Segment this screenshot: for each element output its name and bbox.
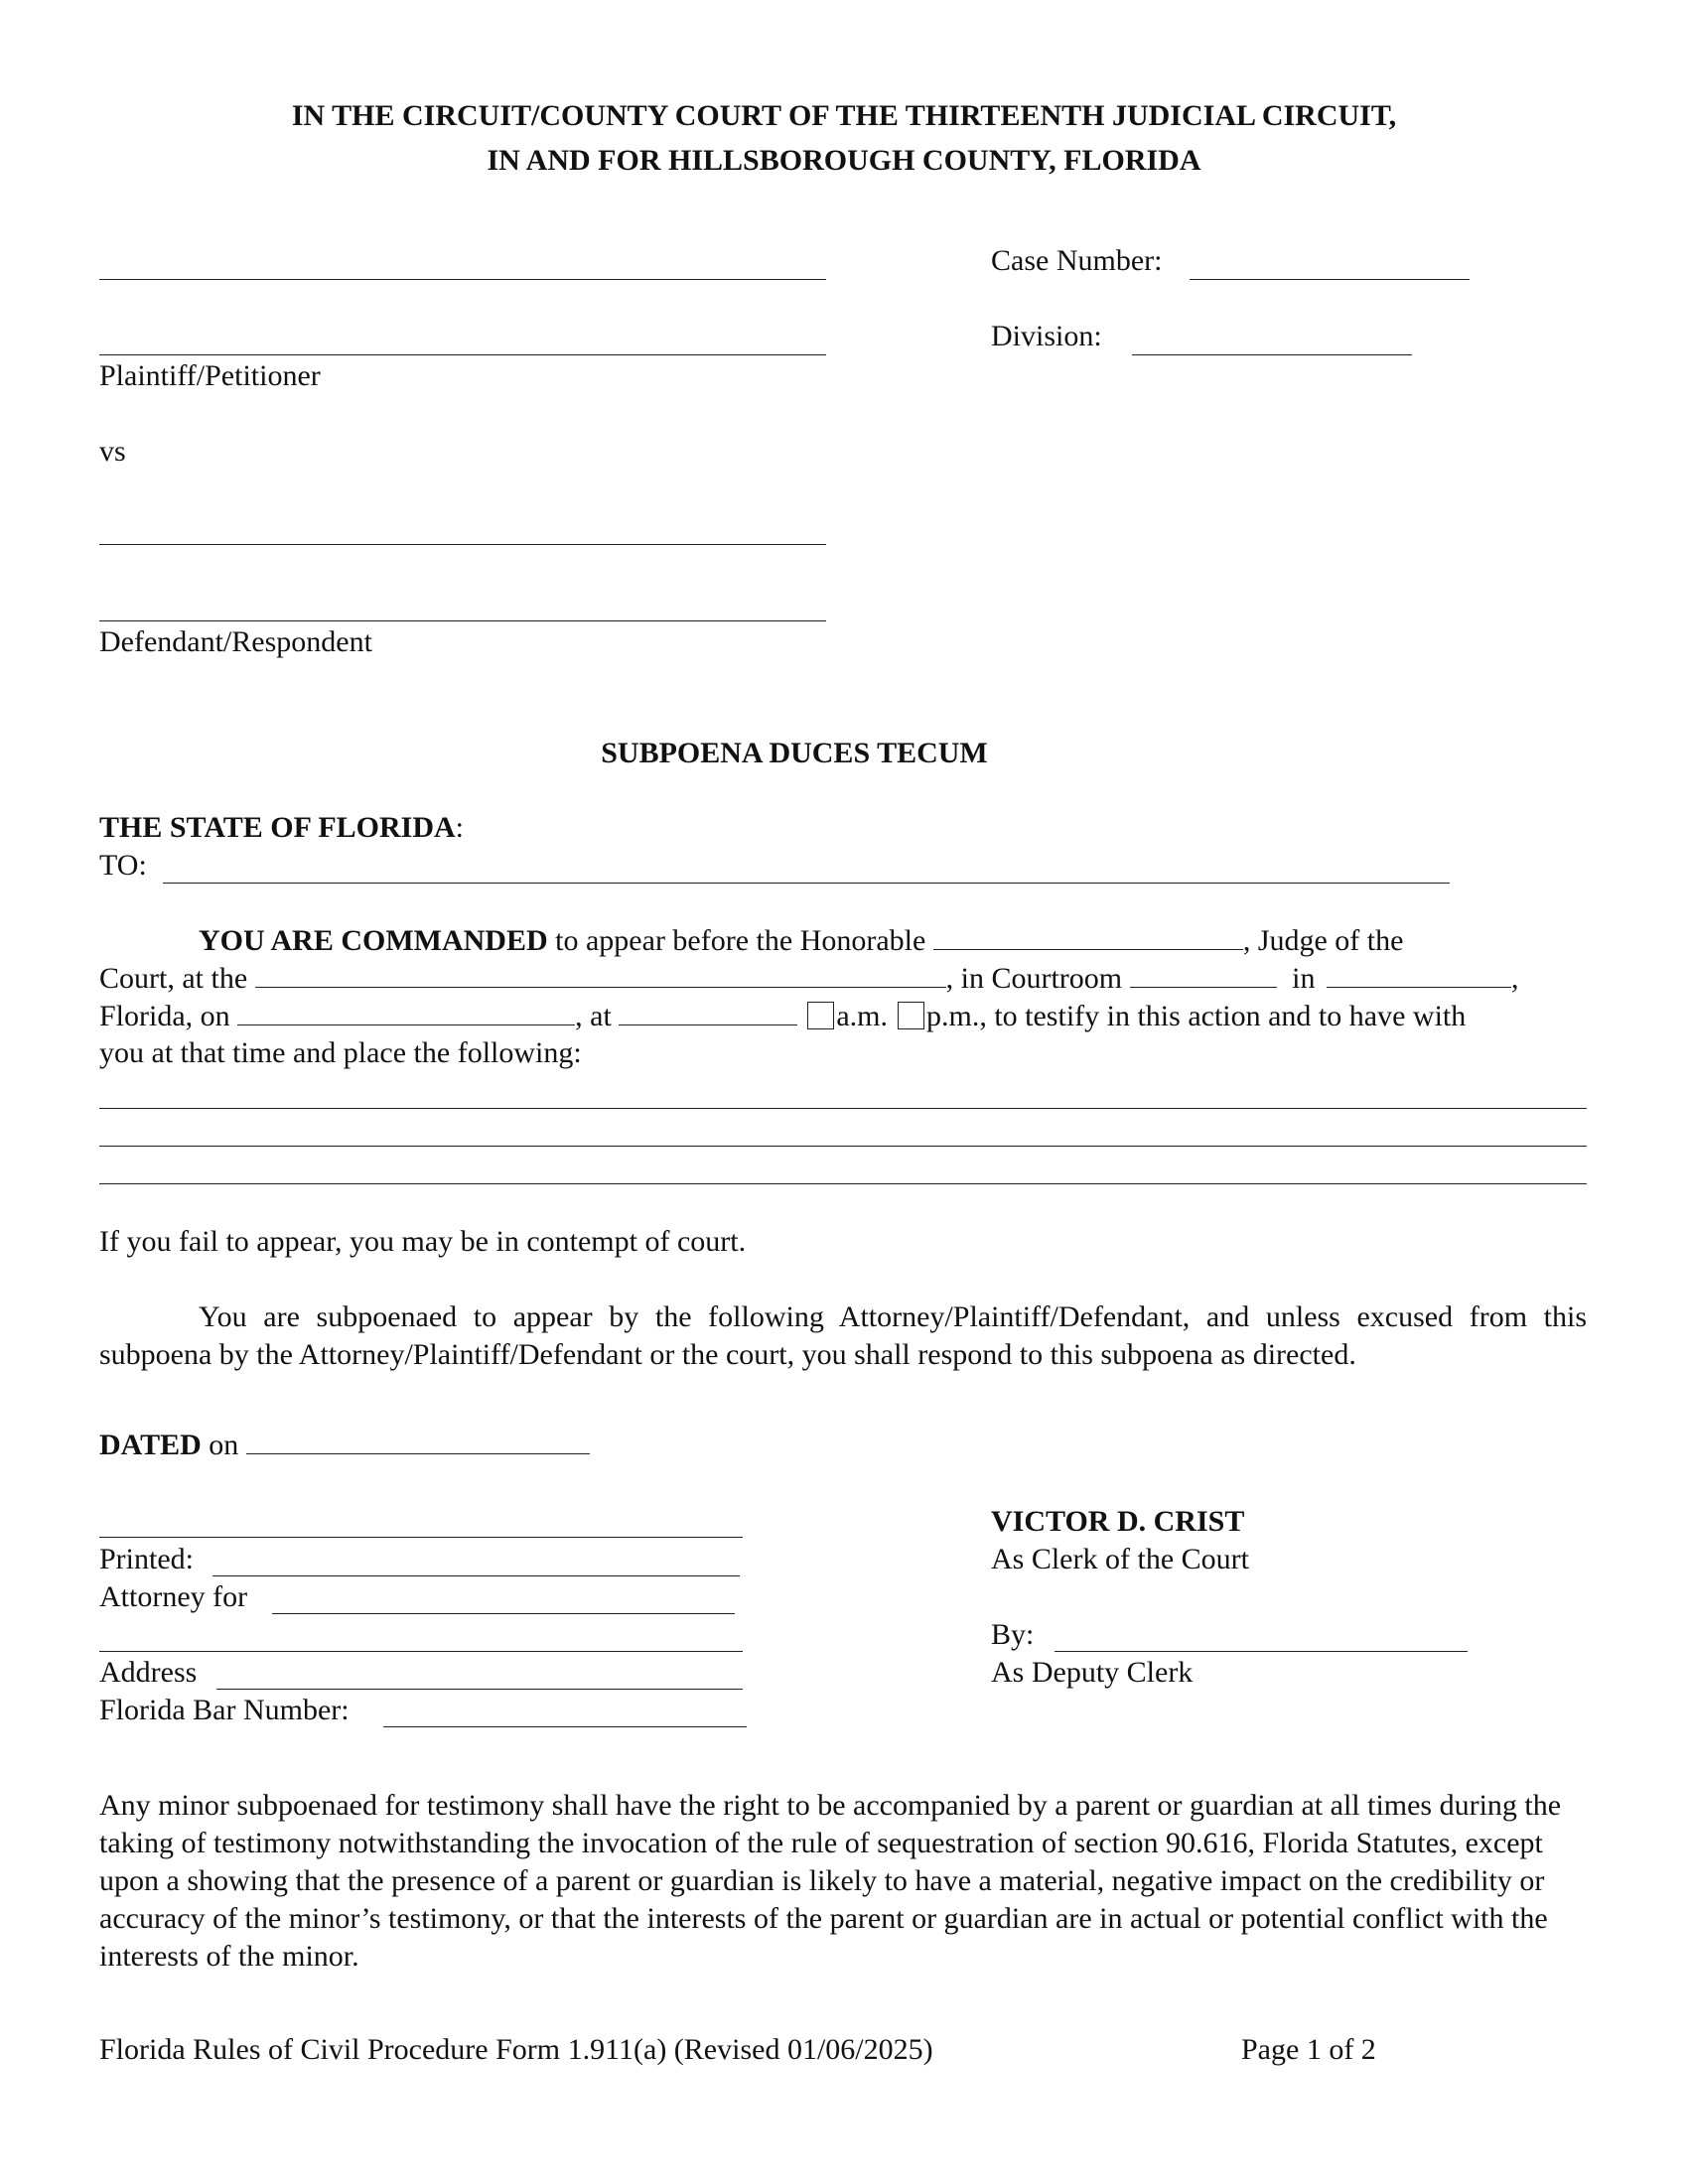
- state-colon: :: [455, 811, 465, 844]
- court-location-field[interactable]: [255, 959, 946, 988]
- command-text-1: to appear before the Honorable: [547, 924, 933, 957]
- command-text-2: , Judge of the: [1242, 924, 1404, 957]
- vs-label: vs: [99, 435, 126, 468]
- footer-form-reference: Florida Rules of Civil Procedure Form 1.911(a) (Revised 01/06/2025): [99, 2033, 933, 2066]
- date-field[interactable]: [237, 997, 575, 1025]
- command-text-8: , at: [575, 1000, 620, 1032]
- subpoenaed-paragraph: You are subpoenaed to appear by the following Attorney/Plaintiff/Defendant, and unless excused from this subpoena by the Attorney/Plaintiff/Defendant or the court, you shall respond to this subpoena as directed.: [99, 1300, 1587, 1371]
- state-of-florida-line: [99, 809, 464, 847]
- contempt-warning: If you fail to appear, you may be in contempt of court.: [99, 1225, 747, 1258]
- pm-label: p.m., to testify in this action and to have with: [925, 1000, 1467, 1032]
- court-header-line-2: IN AND FOR HILLSBOROUGH COUNTY, FLORIDA: [487, 144, 1201, 177]
- attorney-for-label: Attorney for: [99, 1580, 248, 1613]
- command-line-1: [199, 921, 1403, 960]
- case-number-field[interactable]: [1190, 279, 1470, 280]
- to-recipient-field[interactable]: [163, 883, 1450, 884]
- command-text-4: , in Courtroom: [945, 962, 1130, 995]
- am-label: a.m.: [836, 1000, 888, 1032]
- command-text-7: Florida, on: [99, 1000, 238, 1032]
- state-label: THE STATE OF FLORIDA: [99, 811, 456, 844]
- command-text-6: ,: [1510, 962, 1519, 995]
- court-header-line-1: IN THE CIRCUIT/COUNTY COURT OF THE THIRTEENTH JUDICIAL CIRCUIT,: [291, 99, 1397, 132]
- items-line-2[interactable]: [99, 1146, 1587, 1147]
- division-label: Division:: [991, 320, 1102, 352]
- defendant-line-1[interactable]: [99, 544, 826, 545]
- dated-field[interactable]: [246, 1426, 590, 1454]
- dated-line: [99, 1426, 590, 1464]
- plaintiff-line-2[interactable]: [99, 354, 826, 355]
- commanded-bold: YOU ARE COMMANDED: [199, 924, 548, 957]
- defendant-line-2[interactable]: [99, 620, 826, 621]
- clerk-title: As Clerk of the Court: [991, 1543, 1249, 1575]
- by-label: By:: [991, 1618, 1035, 1651]
- dated-bold: DATED: [99, 1429, 202, 1461]
- items-line-1[interactable]: [99, 1108, 1587, 1109]
- command-line-2: [99, 959, 1518, 998]
- dated-on: on: [201, 1429, 246, 1461]
- plaintiff-label: Plaintiff/Petitioner: [99, 359, 321, 392]
- defendant-label: Defendant/Respondent: [99, 625, 372, 658]
- bar-number-label: Florida Bar Number:: [99, 1694, 350, 1726]
- items-line-3[interactable]: [99, 1183, 1587, 1184]
- case-number-label: Case Number:: [991, 244, 1163, 277]
- bar-number-field[interactable]: [383, 1726, 747, 1727]
- command-text-3: Court, at the: [99, 962, 255, 995]
- command-line-3: [99, 997, 1466, 1035]
- command-text-5: in: [1284, 962, 1323, 995]
- printed-name-field[interactable]: [212, 1575, 740, 1576]
- attorney-for-field[interactable]: [272, 1613, 735, 1614]
- clerk-name: VICTOR D. CRIST: [991, 1505, 1245, 1538]
- printed-label: Printed:: [99, 1543, 194, 1575]
- deputy-clerk-label: As Deputy Clerk: [991, 1656, 1194, 1689]
- document-title: SUBPOENA DUCES TECUM: [601, 737, 988, 769]
- time-field[interactable]: [619, 997, 797, 1025]
- attorney-signature-line[interactable]: [99, 1537, 743, 1538]
- printed-line: [99, 1541, 194, 1578]
- footer-page-number: Page 1 of 2: [1241, 2033, 1376, 2066]
- deputy-signature-field[interactable]: [1055, 1651, 1468, 1652]
- command-line-4: you at that time and place the following:: [99, 1036, 582, 1069]
- am-checkbox[interactable]: [807, 1002, 834, 1029]
- address-field[interactable]: [216, 1689, 743, 1690]
- division-field[interactable]: [1132, 354, 1412, 355]
- courtroom-field[interactable]: [1130, 959, 1277, 988]
- to-label: TO:: [99, 849, 147, 882]
- plaintiff-line-1[interactable]: [99, 279, 826, 280]
- pm-checkbox[interactable]: [898, 1002, 924, 1029]
- attorney-extra-line[interactable]: [99, 1651, 743, 1652]
- judge-name-field[interactable]: [933, 921, 1243, 950]
- address-label: Address: [99, 1656, 198, 1689]
- minor-rights-paragraph: Any minor subpoenaed for testimony shall have the right to be accompanied by a parent or guardian at all times during the taking of testimony notwithstanding the invocation of the rule of sequestration of section 90.616, Florida Statutes, except upon a showing that the presence of a parent or guardian is likely to have a material, negative impact on the credibility or accuracy of the minor’s testimony, or that the interests of the parent or guardian are in actual or potential conflict with the interests of the minor.: [99, 1789, 1562, 1973]
- city-field[interactable]: [1327, 959, 1511, 988]
